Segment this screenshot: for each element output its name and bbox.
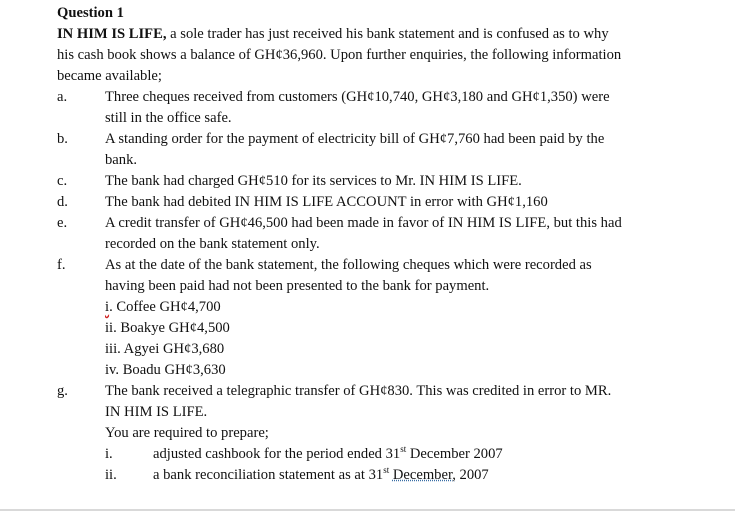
ordinal-suffix: st [383, 465, 390, 476]
list-item-f [57, 255, 697, 381]
requirement-number: i. [105, 446, 113, 462]
requirement-intro: You are required to prepare; [105, 425, 269, 441]
list-item-e [57, 213, 697, 255]
underlined-date: December, [392, 467, 456, 483]
requirement-text-end: December 2007 [406, 446, 503, 462]
list-marker: f. [57, 257, 66, 273]
requirement-part-i [57, 444, 697, 465]
list-item-text: recorded on the bank statement only. [105, 236, 320, 252]
list-item-text: A standing order for the payment of electricity bill of GH¢7,760 had been paid by the [105, 131, 605, 147]
list-item-a [57, 87, 697, 129]
list-item-text: IN HIM IS LIFE. [105, 404, 208, 420]
list-item-text: still in the office safe. [105, 110, 232, 126]
cheque-item [105, 360, 697, 381]
requirement-text [105, 465, 697, 486]
list-item-text: The bank received a telegraphic transfer of GH¢830. This was credited in error to MR. [105, 383, 612, 399]
question-title: Question 1 [57, 5, 124, 21]
intro-line-3: became available; [57, 68, 162, 84]
requirement-text-end: 2007 [455, 467, 489, 483]
requirement-text-start: a bank reconciliation statement as at 31 [153, 467, 384, 483]
list-item-g [57, 381, 697, 444]
question-document [57, 3, 697, 486]
list-marker: a. [57, 89, 68, 105]
cheque-text: . Boakye GH¢4,500 [113, 320, 230, 336]
list-marker: c. [57, 173, 68, 189]
intro-line-1-text: a sole trader has just received his bank statement and is confused as to why [166, 26, 609, 42]
cheque-text: . Agyei GH¢3,680 [117, 341, 225, 357]
cheque-text: . Boadu GH¢3,630 [115, 362, 226, 378]
list-item-text: Three cheques received from customers (GH¢10,740, GH¢3,180 and GH¢1,350) were [105, 89, 610, 105]
list-marker: b. [57, 131, 68, 147]
list-marker: e. [57, 215, 68, 231]
requirement-text [105, 444, 697, 465]
list-item-b [57, 129, 697, 171]
requirement-text-start: adjusted cashbook for the period ended 31 [153, 446, 401, 462]
cheque-item [105, 318, 697, 339]
requirement-part-ii [57, 465, 697, 486]
list-item-text: The bank had charged GH¢510 for its services to Mr. IN HIM IS LIFE. [105, 173, 522, 189]
list-item-text: A credit transfer of GH¢46,500 had been made in favor of IN HIM IS LIFE, but this had [105, 215, 622, 231]
intro-line-1 [57, 24, 697, 45]
page-bottom-divider [0, 509, 735, 511]
list-item-d [57, 192, 697, 213]
cheque-number: ii [105, 320, 114, 336]
list-marker: g. [57, 383, 68, 399]
cheque-number: iii [105, 341, 118, 357]
list-item-text: The bank had debited IN HIM IS LIFE ACCOUNT in error with GH¢1,160 [105, 194, 548, 210]
cheque-number: i [105, 299, 110, 315]
cheque-text: . Coffee GH¢4,700 [109, 299, 221, 315]
business-name: IN HIM IS LIFE, [57, 26, 167, 42]
list-item-c [57, 171, 697, 192]
ordinal-suffix: st [400, 444, 407, 455]
intro-line-2: his cash book shows a balance of GH¢36,960. Upon further enquiries, the following information [57, 47, 622, 63]
cheque-number: iv [105, 362, 116, 378]
list-item-text: bank. [105, 152, 138, 168]
list-item-text: As at the date of the bank statement, the following cheques which were recorded as [105, 257, 592, 273]
requirement-number: ii. [105, 467, 117, 483]
cheque-item [105, 339, 697, 360]
list-marker: d. [57, 194, 68, 210]
cheque-item [105, 297, 697, 318]
list-item-text: having been paid had not been presented to the bank for payment. [105, 278, 490, 294]
